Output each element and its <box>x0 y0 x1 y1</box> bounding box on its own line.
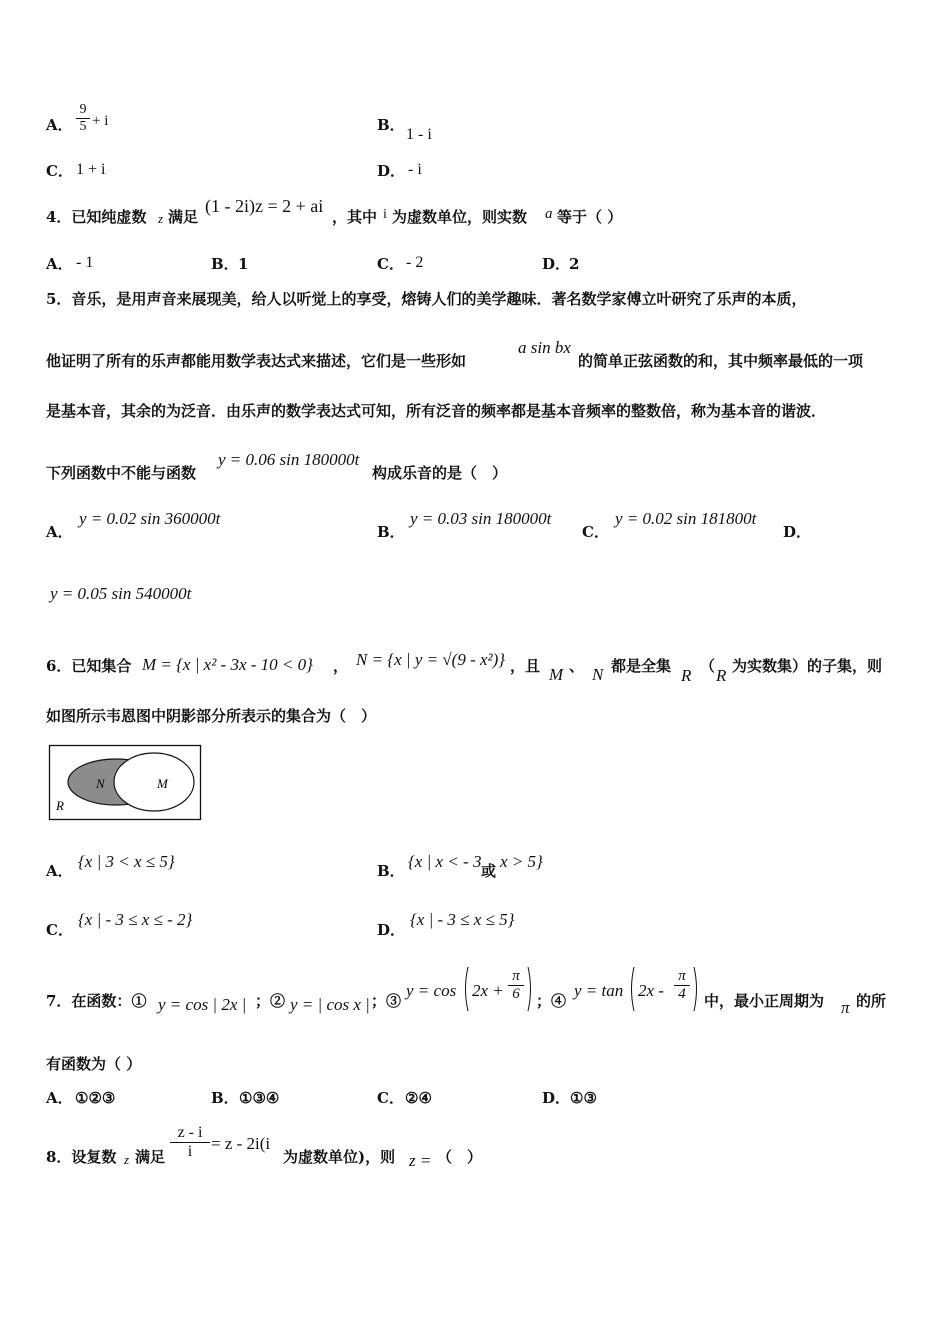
q6-set-N-definition: N = {x | y = √(9 - x²)} <box>356 650 506 669</box>
q7-option-d-value: ①③ <box>570 1089 597 1107</box>
q6-set-M-definition: M = {x | x² - 3x - 10 < 0} <box>142 655 313 674</box>
q4-equation: (1 - 2i)z = 2 + ai <box>205 196 324 216</box>
q7-function-4b: 2x - <box>638 981 664 1000</box>
q3-option-d-label: D． <box>377 162 406 180</box>
q8-var-z: z <box>124 1152 130 1167</box>
q5-option-d-label: D． <box>783 523 812 541</box>
q4-option-b-label: B． <box>211 255 239 273</box>
q7-option-c-value: ②④ <box>405 1089 432 1107</box>
q6-var-N: N <box>592 665 604 684</box>
q8-fraction: z - i i <box>170 1124 210 1161</box>
q4-option-c-value: - 2 <box>406 254 424 271</box>
q7-text-suffix: 的所 <box>856 992 887 1010</box>
q4-option-b-value: 1 <box>238 255 249 273</box>
q5-option-a-label: A． <box>46 523 73 541</box>
q6-option-b-label: B． <box>377 862 405 880</box>
q6-option-d-value: {x | - 3 ≤ x ≤ 5} <box>410 910 515 929</box>
q4-text-mid1: 满足 <box>168 208 199 226</box>
q5-line3: 是基本音，其余的为泛音．由乐声的数学表达式可知，所有泛音的频率都是基本音频率的整数倍，称为基本音的谐波． <box>46 402 827 420</box>
q8-text-mid: 满足 <box>135 1148 166 1166</box>
q4-text-suffix: 等于（ ） <box>557 208 623 226</box>
q3-option-b-label: B． <box>377 116 405 134</box>
q5-option-b-label: B． <box>377 523 405 541</box>
q7-f3-fraction: π 6 <box>508 968 524 1003</box>
q7-f3-paren-right <box>526 966 534 1012</box>
q4-text-mid2: ，其中 <box>332 208 378 226</box>
q6-var-M: M <box>549 665 564 684</box>
q7-f3-paren-left <box>462 966 470 1012</box>
venn-diagram <box>48 744 204 822</box>
q7-text-prefix: 7．在函数：① <box>46 992 147 1010</box>
q7-option-a-value: ①②③ <box>75 1089 116 1107</box>
q6-option-b-value2: x > 5} <box>500 852 543 871</box>
q7-option-d-label: D． <box>542 1089 571 1107</box>
q8-rhs: = z - 2i(i <box>211 1134 271 1153</box>
q8-text-suffix: （ ） <box>437 1148 483 1166</box>
q4-option-a-value: - 1 <box>76 254 94 271</box>
q5-line4-a: 下列函数中不能与函数 <box>46 464 197 482</box>
q5-line4-b: 构成乐音的是（ ） <box>372 464 508 482</box>
q5-option-a-value: y = 0.02 sin 360000t <box>79 509 221 528</box>
q6-text-prefix: 6．已知集合 <box>46 657 132 675</box>
q4-var-a: a <box>545 206 553 222</box>
q8-text-prefix: 8．设复数 <box>46 1148 117 1166</box>
q5-option-c-value: y = 0.02 sin 181800t <box>615 509 757 528</box>
q7-option-b-value: ①③④ <box>239 1089 280 1107</box>
q4-text-mid3: 为虚数单位，则实数 <box>392 208 528 226</box>
q7-function-4a: y = tan <box>574 981 624 1000</box>
q6-var-R: R <box>681 666 692 685</box>
q3-option-a-fraction: 9 5 <box>76 102 90 135</box>
q5-line2-a: 他证明了所有的乐声都能用数学表达式来描述，它们是一些形如 <box>46 352 467 370</box>
q6-separator: 、 <box>569 657 585 675</box>
q5-line1: 5．音乐，是用声音来展现美，给人以听觉上的享受，熔铸人们的美学趣味．著名数学家傅立叶研究了乐声的本质， <box>46 290 807 308</box>
q4-option-d-value: 2 <box>569 255 580 273</box>
q6-paren-open: （ <box>700 657 716 675</box>
q6-text-mid: 都是全集 <box>611 657 672 675</box>
q5-option-d-value: y = 0.05 sin 540000t <box>50 584 192 603</box>
q6-text-and: ，且 <box>510 657 541 675</box>
q7-function-3b: 2x + <box>472 981 504 1000</box>
q6-option-d-label: D． <box>377 921 406 939</box>
q7-sep-4: ；④ <box>536 992 567 1010</box>
q6-option-a-value: {x | 3 < x ≤ 5} <box>78 852 175 871</box>
q7-f4-fraction: π 4 <box>674 968 690 1003</box>
q4-option-c-label: C． <box>377 255 404 273</box>
q4-option-d-label: D． <box>542 255 571 273</box>
q4-var-i: i <box>383 207 387 222</box>
q8-answer-z: z = <box>409 1151 432 1170</box>
q4-var-z: z <box>158 211 164 226</box>
q7-function-2: y = | cos x | <box>290 995 370 1014</box>
q5-option-b-value: y = 0.03 sin 180000t <box>410 509 552 528</box>
venn-label-R: R <box>56 798 64 813</box>
q7-var-pi: π <box>841 998 850 1017</box>
q6-var-R2: R <box>716 666 727 685</box>
q7-option-a-label: A． <box>46 1089 73 1107</box>
venn-set-M-circle <box>114 753 194 811</box>
q5-line2-formula: a sin bx <box>518 338 571 357</box>
q4-option-a-label: A． <box>46 255 73 273</box>
q3-option-a-rest: + i <box>92 113 109 129</box>
q5-line4-formula: y = 0.06 sin 180000t <box>218 450 360 469</box>
q6-option-c-value: {x | - 3 ≤ x ≤ - 2} <box>78 910 193 929</box>
q7-function-1: y = cos | 2x | <box>158 995 247 1014</box>
q3-option-b-value: 1 - i <box>406 126 432 143</box>
q7-option-b-label: B． <box>211 1089 239 1107</box>
q7-line2: 有函数为（ ） <box>46 1055 142 1073</box>
q4-text-prefix: 4．已知纯虚数 <box>46 208 147 226</box>
q5-line2-b: 的简单正弦函数的和，其中频率最低的一项 <box>578 352 864 370</box>
q6-line2: 如图所示韦恩图中阴影部分所表示的集合为（ ） <box>46 707 377 725</box>
q3-option-c-value: 1 + i <box>76 161 106 178</box>
q7-function-3a: y = cos <box>406 981 457 1000</box>
venn-label-N: N <box>96 776 105 791</box>
q6-option-a-label: A． <box>46 862 73 880</box>
q3-option-d-value: - i <box>408 161 422 178</box>
q6-text-suffix: 为实数集）的子集，则 <box>732 657 883 675</box>
q6-option-c-label: C． <box>46 921 73 939</box>
q8-text-mid2: 为虚数单位)，则 <box>283 1148 396 1166</box>
q3-option-a-label: A． <box>46 116 73 134</box>
q7-option-c-label: C． <box>377 1089 404 1107</box>
q6-option-b-or: 或 <box>481 862 497 880</box>
q7-text-mid: 中，最小正周期为 <box>704 992 825 1010</box>
q6-option-b-value: {x | x < - 3 <box>408 852 482 871</box>
q7-f4-paren-right <box>692 966 700 1012</box>
q7-f4-paren-left <box>628 966 636 1012</box>
q7-sep-1: ；② <box>255 992 286 1010</box>
venn-label-M: M <box>157 776 168 791</box>
q3-option-c-label: C． <box>46 162 73 180</box>
q7-sep-3: ；③ <box>371 992 402 1010</box>
q6-comma: ， <box>333 657 349 675</box>
q5-option-c-label: C． <box>582 523 609 541</box>
